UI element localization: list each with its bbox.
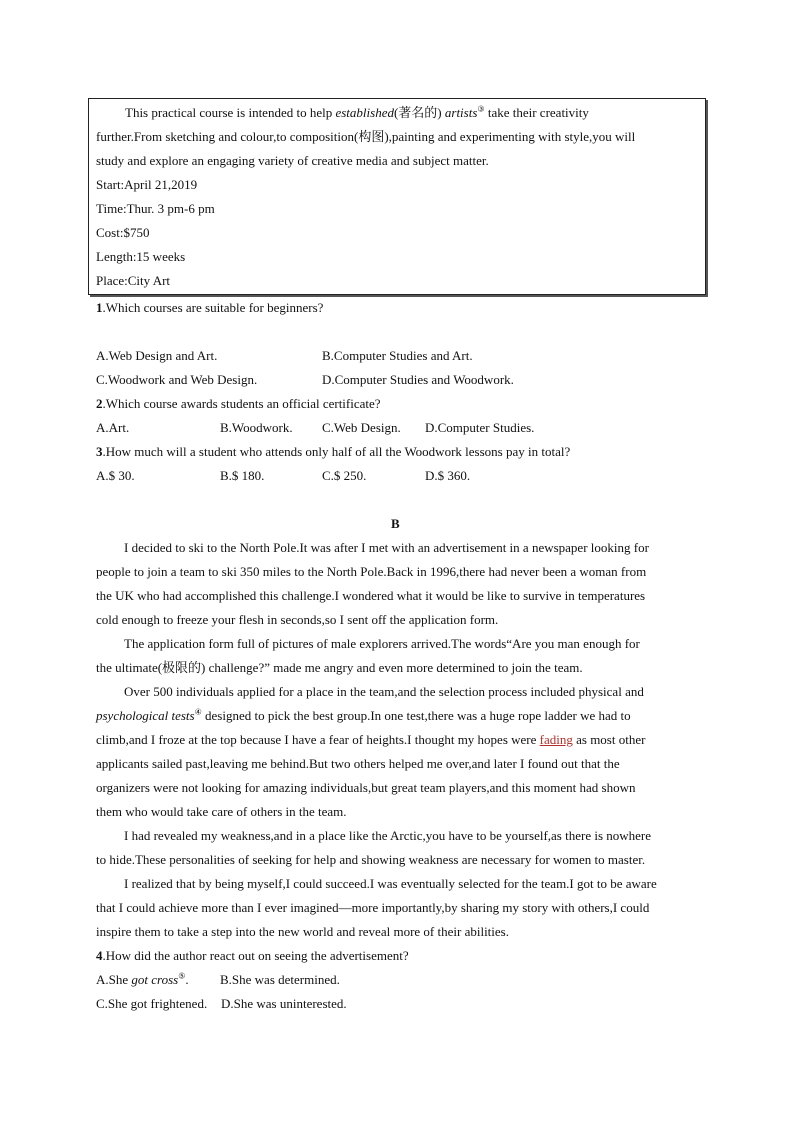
course-place: Place:City Art [96,273,171,288]
q1-option-a: A.Web Design and Art. [96,348,218,363]
passage-line: the ultimate(极限的) challenge?” made me angry and even more determined to join the team. [96,660,583,675]
q2-option-d: D.Computer Studies. [425,420,535,435]
footnote-marker: ⑤ [178,971,186,981]
footnote-marker: ④ [194,707,202,717]
passage-line: that I could achieve more than I ever imagined—more importantly,by sharing my story with others,I could [96,900,650,915]
q2-option-c: C.Web Design. [322,420,401,435]
q1-option-b: B.Computer Studies and Art. [322,348,473,363]
passage-line: climb,and I froze at the top because I have a fear of heights.I thought my hopes were fading as most other [96,732,646,747]
q1-option-c: C.Woodwork and Web Design. [96,372,258,387]
q4-option-c: C.She got frightened. [96,996,208,1011]
q2-option-b: B.Woodwork. [220,420,293,435]
course-description-line-2: further.From sketching and colour,to composition(构图),painting and experimenting with style,you will [96,129,636,144]
highlighted-word: fading [539,732,573,747]
course-info-box [88,98,706,295]
passage-line: cold enough to freeze your flesh in seconds,so I sent off the application form. [96,612,499,627]
passage-line: inspire them to take a step into the new world and reveal more of their abilities. [96,924,509,939]
passage-line: the UK who had accomplished this challenge.I wondered what it would be like to survive in temperatures [96,588,646,603]
passage-line: organizers were not looking for amazing individuals,but great team players,and this moment had shown [96,780,636,795]
q2-option-a: A.Art. [96,420,130,435]
course-time: Time:Thur. 3 pm-6 pm [96,201,215,216]
passage-line: I decided to ski to the North Pole.It was after I met with an advertisement in a newspaper looking for [124,540,649,555]
passage-line: The application form full of pictures of male explorers arrived.The words“Are you man enough for [124,636,640,651]
passage-line: I had revealed my weakness,and in a place like the Arctic,you have to be yourself,as there is nowhere [124,828,652,843]
q4-option-a: A.She got cross⑤. [96,971,189,987]
passage-line: people to join a team to ski 350 miles to the North Pole.Back in 1996,there had never been a woman from [96,564,647,579]
passage-line: applicants sailed past,leaving me behind.But two others helped me over,and later I found out that the [96,756,620,771]
course-length: Length:15 weeks [96,249,186,264]
passage-line: I realized that by being myself,I could succeed.I was eventually selected for the team.I got to be aware [124,876,657,891]
q3-option-a: A.$ 30. [96,468,135,483]
course-description-line-3: study and explore an engaging variety of creative media and subject matter. [96,153,489,168]
passage-line: Over 500 individuals applied for a place in the team,and the selection process included physical and [124,684,644,699]
passage-line: psychological tests④ designed to pick the best group.In one test,there was a huge rope ladder we had to [96,707,631,723]
q3-option-d: D.$ 360. [425,468,471,483]
course-description-line-1: This practical course is intended to help established(著名的) artists③ take their creativity [125,104,589,120]
q3-option-c: C.$ 250. [322,468,367,483]
course-start: Start:April 21,2019 [96,177,198,192]
passage-line: to hide.These personalities of seeking for help and showing weakness are necessary for women to master. [96,852,646,867]
section-b-heading: B [391,516,400,531]
question-1: 1.Which courses are suitable for beginners? [96,300,324,315]
footnote-marker: ③ [477,104,485,114]
question-3: 3.How much will a student who attends only half of all the Woodwork lessons pay in total? [96,444,571,459]
q1-option-d: D.Computer Studies and Woodwork. [322,372,514,387]
q4-option-b: B.She was determined. [220,972,340,987]
question-4: 4.How did the author react out on seeing the advertisement? [96,948,409,963]
course-cost: Cost:$750 [96,225,150,240]
q3-option-b: B.$ 180. [220,468,265,483]
q4-option-d: D.She was uninterested. [221,996,347,1011]
passage-line: them who would take care of others in the team. [96,804,347,819]
question-2: 2.Which course awards students an official certificate? [96,396,381,411]
